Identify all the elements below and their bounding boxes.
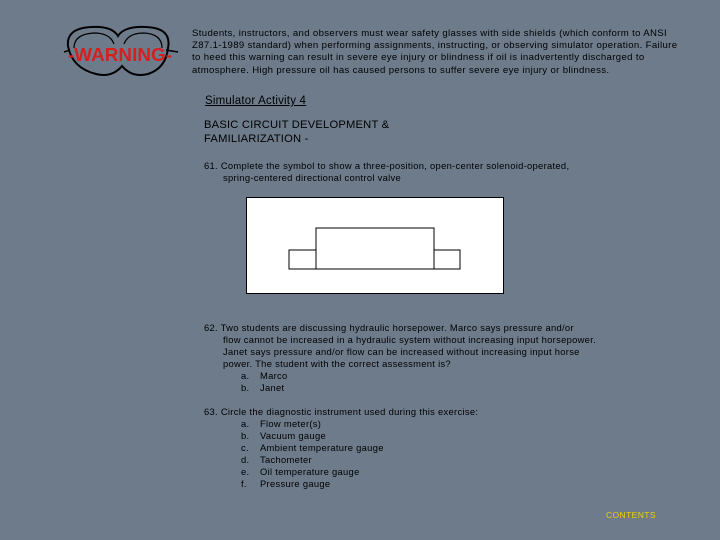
warning-line: atmosphere. High pressure oil has caused persons to suffer severe eye injury or blindness. (192, 64, 610, 76)
contents-link[interactable]: CONTENTS (606, 510, 656, 520)
option-letter: a. (241, 370, 250, 381)
heading-line: FAMILIARIZATION - (204, 132, 309, 145)
warning-logo (62, 22, 182, 84)
option-letter: d. (241, 454, 250, 465)
safety-warning-text (192, 28, 678, 77)
option-letter: b. (241, 382, 250, 393)
question-61 (204, 160, 569, 184)
answer-option[interactable] (204, 430, 478, 442)
answer-option[interactable] (204, 370, 596, 382)
question-line: Janet says pressure and/or flow can be increased without increasing input horse (223, 346, 580, 357)
option-letter: a. (241, 418, 250, 429)
question-line: spring-centered directional control valve (223, 172, 402, 183)
answer-option[interactable] (204, 466, 478, 478)
option-text: Tachometer (260, 454, 312, 465)
warning-line: Students, instructors, and observers must wear safety glasses with side shields (which conform to ANSI (192, 28, 668, 39)
option-text: Flow meter(s) (260, 418, 322, 429)
question-63 (204, 406, 478, 490)
option-letter: b. (241, 430, 250, 441)
solenoid-left (289, 250, 316, 269)
answer-option[interactable] (204, 454, 478, 466)
question-line: 63. Circle the diagnostic instrument used during this exercise: (204, 406, 479, 417)
warning-line: Z87.1-1989 standard) when performing assignments, instructing, or observing simulator operation. Failure (192, 40, 678, 52)
option-text: Ambient temperature gauge (260, 442, 384, 453)
solenoid-right (434, 250, 460, 269)
option-letter: c. (241, 442, 249, 453)
answer-option[interactable] (204, 418, 478, 430)
activity-title: Simulator Activity 4 (205, 95, 307, 107)
answer-option[interactable] (204, 382, 596, 394)
question-line: 62. Two students are discussing hydraulic horsepower. Marco says pressure and/or (204, 322, 574, 333)
question-line: flow cannot be increased in a hydraulic system without increasing input horsepower. (223, 334, 597, 345)
answer-option[interactable] (204, 478, 478, 490)
heading-line: BASIC CIRCUIT DEVELOPMENT & (204, 119, 390, 131)
answer-option[interactable] (204, 442, 478, 454)
question-62 (204, 322, 596, 394)
option-text: Janet (260, 382, 285, 393)
option-text: Oil temperature gauge (260, 466, 360, 477)
option-letter: f. (241, 478, 247, 489)
question-line: power. The student with the correct assessment is? (223, 358, 451, 369)
option-letter: e. (241, 466, 250, 477)
activity-heading (204, 119, 444, 146)
safety-goggles-icon (62, 22, 182, 84)
option-text: Pressure gauge (260, 478, 331, 489)
valve-symbol-diagram (246, 197, 504, 294)
option-text: Marco (260, 370, 288, 381)
valve-center-envelope (316, 228, 434, 269)
warning-line: to heed this warning can result in severe eye injury or blindness if oil is inadvertently discharged to (192, 52, 645, 64)
question-line: 61. Complete the symbol to show a three-position, open-center solenoid-operated, (204, 160, 570, 171)
valve-symbol-canvas[interactable] (246, 197, 504, 294)
warning-logo-text: -WARNING- (68, 45, 173, 65)
option-text: Vacuum gauge (260, 430, 326, 441)
